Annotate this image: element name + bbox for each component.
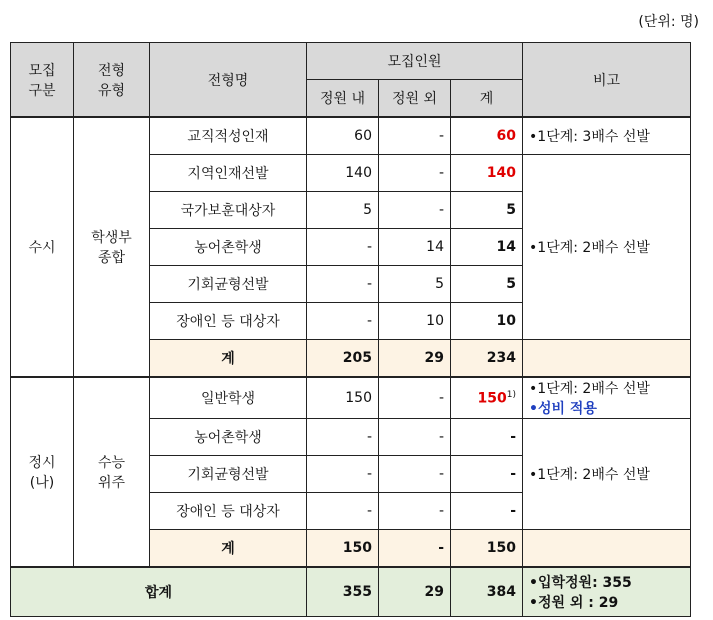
row-name: 기회균형선발 [150, 456, 307, 493]
susi-category: 수시 [11, 117, 74, 377]
table-row [11, 377, 691, 419]
row-outside: - [379, 456, 451, 493]
row-outside: - [379, 419, 451, 456]
subtotal-outside: - [379, 530, 451, 568]
header-category: 모집 구분 [11, 43, 74, 118]
row-name: 장애인 등 대상자 [150, 303, 307, 340]
row-outside: 10 [379, 303, 451, 340]
row-total: - [451, 493, 523, 530]
row-outside: 5 [379, 266, 451, 303]
subtotal-outside: 29 [379, 340, 451, 378]
grand-total-within: 355 [307, 567, 379, 617]
subtotal-note [523, 340, 691, 378]
row-within: 5 [307, 192, 379, 229]
subtotal-total: 234 [451, 340, 523, 378]
subtotal-label: 계 [150, 530, 307, 568]
grand-total-total: 384 [451, 567, 523, 617]
jeongsi-note-2: • 1단계: 2배수 선발 [523, 419, 691, 530]
row-within: - [307, 456, 379, 493]
grand-total-row [11, 567, 691, 617]
row-within: - [307, 493, 379, 530]
row-outside: - [379, 117, 451, 155]
subtotal-note [523, 530, 691, 568]
row-name: 기회균형선발 [150, 266, 307, 303]
row-outside: - [379, 493, 451, 530]
row-within: - [307, 303, 379, 340]
header-within: 정원 내 [307, 80, 379, 118]
susi-note-2: • 1단계: 2배수 선발 [523, 155, 691, 340]
row-name: 장애인 등 대상자 [150, 493, 307, 530]
row-total: 60 [451, 117, 523, 155]
row-within: 150 [307, 377, 379, 419]
unit-label: (단위: 명) [638, 14, 699, 30]
row-within: 140 [307, 155, 379, 192]
jeongsi-type: 수능 위주 [74, 377, 150, 567]
header-name: 전형명 [150, 43, 307, 118]
row-total: 150$^{1)}$ [451, 377, 523, 419]
row-within: 60 [307, 117, 379, 155]
row-total: - [451, 456, 523, 493]
row-name: 일반학생 [150, 377, 307, 419]
subtotal-within: 205 [307, 340, 379, 378]
subtotal-within: 150 [307, 530, 379, 568]
row-outside: - [379, 192, 451, 229]
row-name: 지역인재선발 [150, 155, 307, 192]
subtotal-label: 계 [150, 340, 307, 378]
admission-table [10, 42, 691, 617]
row-name: 국가보훈대상자 [150, 192, 307, 229]
row-total: - [451, 419, 523, 456]
row-within: - [307, 266, 379, 303]
susi-note-1: • 1단계: 3배수 선발 [523, 117, 691, 155]
row-name: 농어촌학생 [150, 229, 307, 266]
header-total: 계 [451, 80, 523, 118]
footnote-mark: 1) [506, 389, 517, 400]
jeongsi-category: 정시 (나) [11, 377, 74, 567]
grand-total-label: 합계 [11, 567, 307, 617]
susi-type: 학생부 종합 [74, 117, 150, 377]
grand-total-note: • 입학정원: 355 • 정원 외 : 29 [523, 567, 691, 617]
row-name: 교직적성인재 [150, 117, 307, 155]
table-row [11, 117, 691, 155]
header-note: 비고 [523, 43, 691, 118]
header-outside: 정원 외 [379, 80, 451, 118]
row-total: 140 [451, 155, 523, 192]
row-outside: 14 [379, 229, 451, 266]
jeongsi-note-1: • 1단계: 2배수 선발 • 성비 적용 [523, 377, 691, 419]
row-outside: - [379, 377, 451, 419]
row-within: - [307, 419, 379, 456]
row-outside: - [379, 155, 451, 192]
header-recruit: 모집인원 [307, 43, 523, 80]
row-name: 농어촌학생 [150, 419, 307, 456]
grand-total-outside: 29 [379, 567, 451, 617]
row-within: - [307, 229, 379, 266]
subtotal-total: 150 [451, 530, 523, 568]
row-total: 14 [451, 229, 523, 266]
row-total: 5 [451, 266, 523, 303]
row-total: 10 [451, 303, 523, 340]
row-total: 5 [451, 192, 523, 229]
header-type: 전형 유형 [74, 43, 150, 118]
